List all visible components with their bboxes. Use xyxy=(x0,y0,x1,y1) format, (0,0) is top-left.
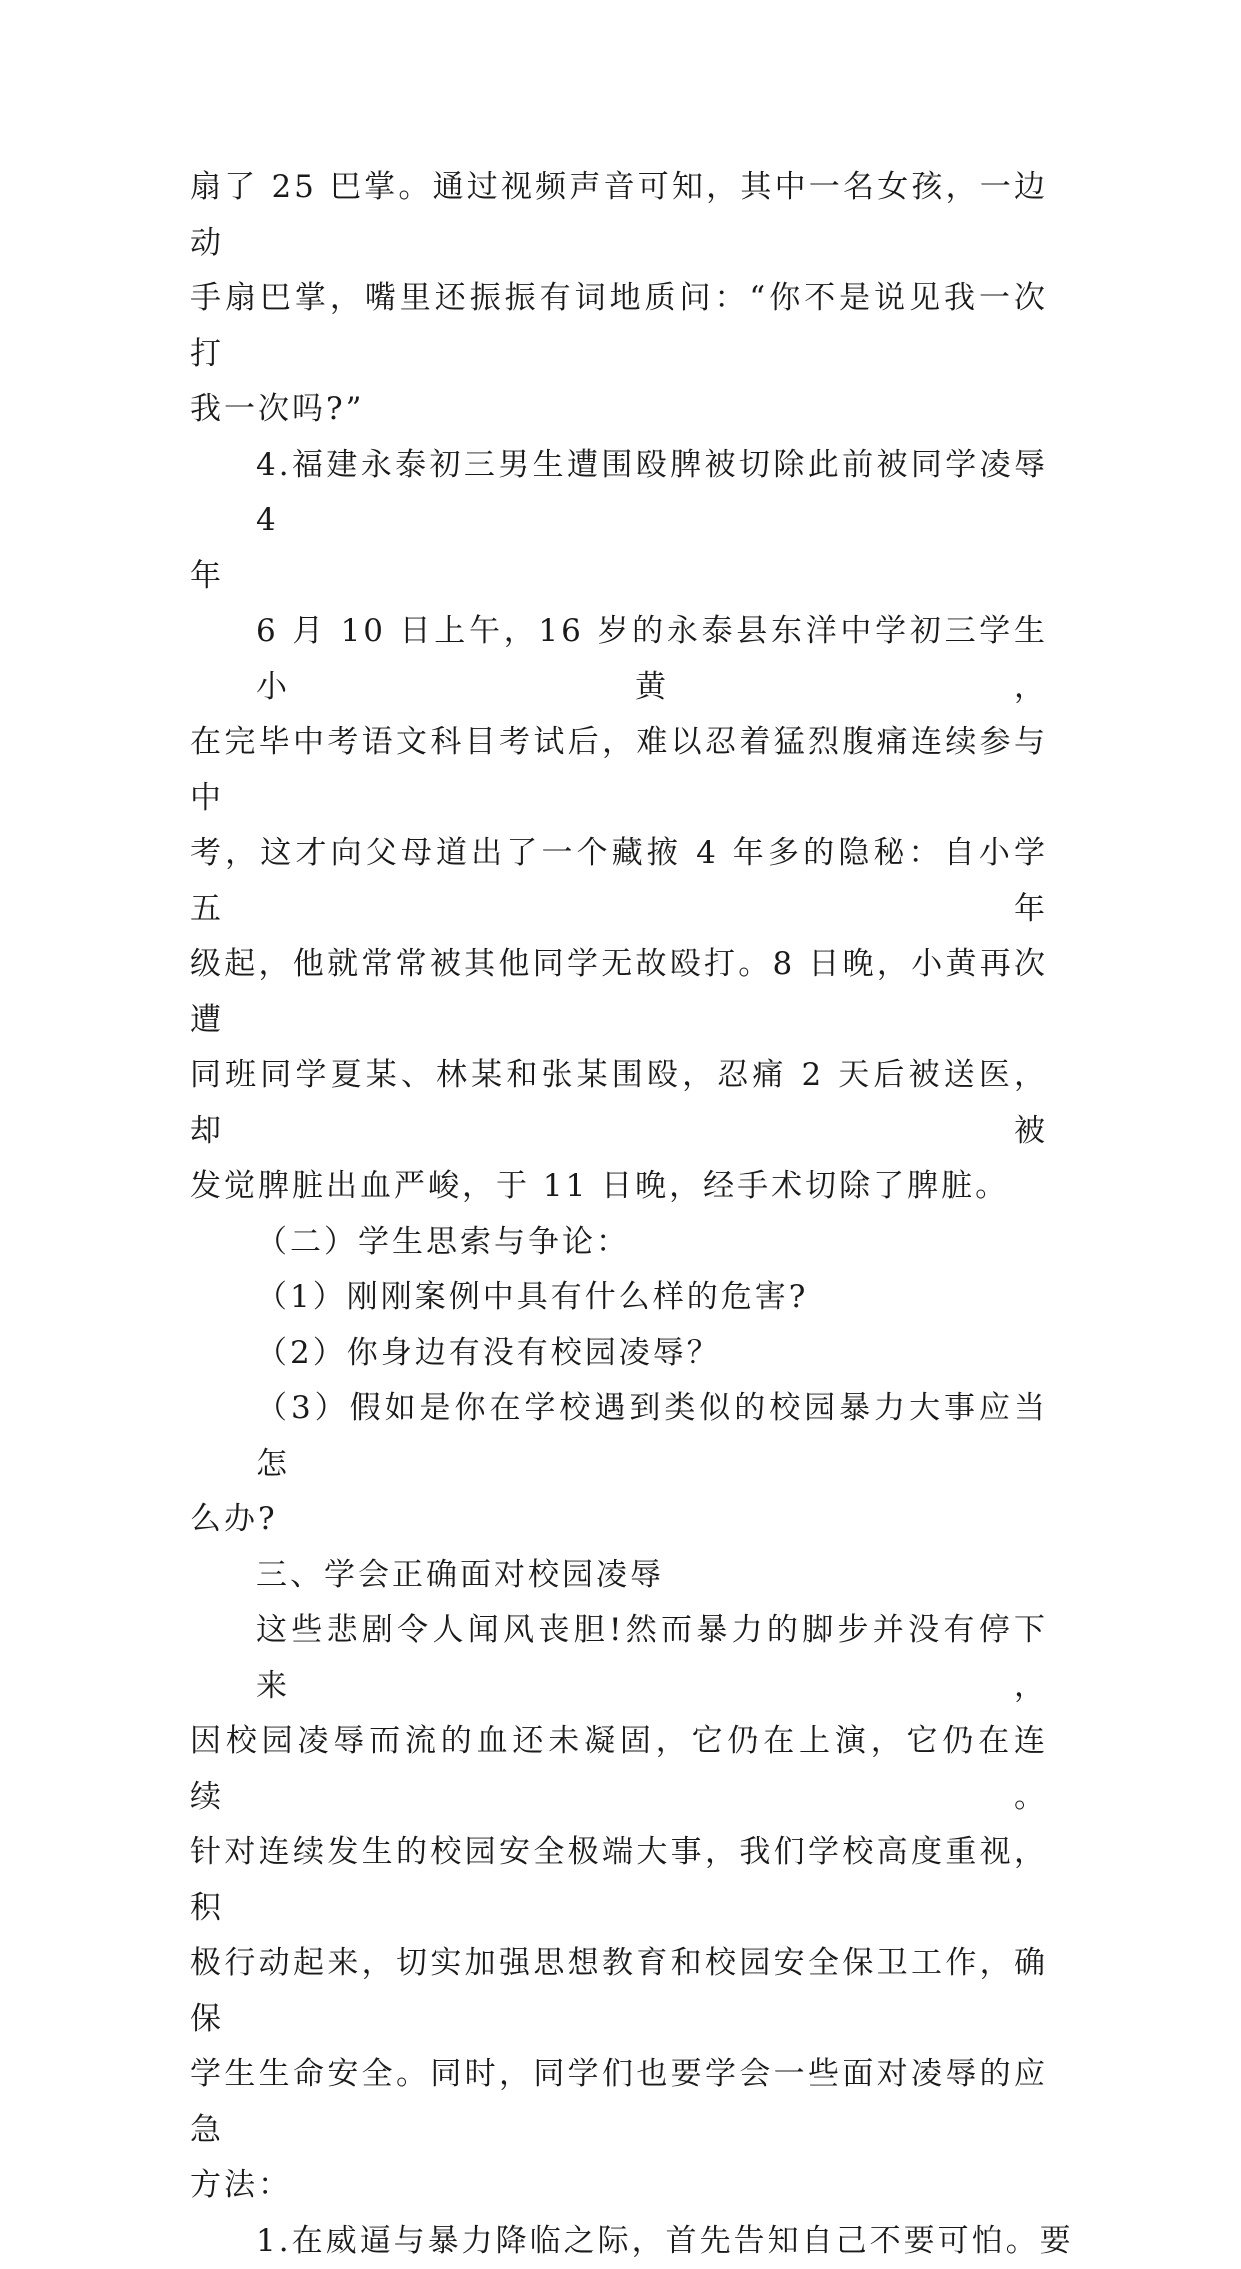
text-line: 手扇巴掌，嘴里还振振有词地质问：“你不是说见我一次打 xyxy=(190,271,1048,382)
paragraph-p8 xyxy=(190,1548,1048,1604)
paragraph-p3 xyxy=(190,604,1048,1215)
paragraph-p5 xyxy=(190,1270,1048,1326)
document-body xyxy=(190,160,1048,2269)
text-line: 极行动起来，切实加强思想教育和校园安全保卫工作，确保 xyxy=(190,1936,1048,2047)
text-line: 6 月 10 日上午，16 岁的永泰县东洋中学初三学生小黄， xyxy=(190,604,1048,715)
paragraph-p6 xyxy=(190,1326,1048,1382)
text-line: 考，这才向父母道出了一个藏掖 4 年多的隐秘：自小学五年 xyxy=(190,826,1048,937)
text-line: 方法： xyxy=(190,2158,1048,2214)
text-line: （2）你身边有没有校园凌辱？ xyxy=(190,1326,1048,1382)
paragraph-p1 xyxy=(190,160,1048,438)
text-line: 4.福建永泰初三男生遭围殴脾被切除此前被同学凌辱 4 xyxy=(190,438,1048,549)
text-line: 扇了 25 巴掌。通过视频声音可知，其中一名女孩，一边动 xyxy=(190,160,1048,271)
text-line: 年 xyxy=(190,549,1048,605)
text-line: 学生生命安全。同时，同学们也要学会一些面对凌辱的应急 xyxy=(190,2047,1048,2158)
text-line: 三、学会正确面对校园凌辱 xyxy=(190,1548,1048,1604)
text-line: 在完毕中考语文科目考试后，难以忍着猛烈腹痛连续参与中 xyxy=(190,715,1048,826)
text-line: 我一次吗?” xyxy=(190,382,1048,438)
paragraph-p9 xyxy=(190,1603,1048,2214)
text-line: 发觉脾脏出血严峻，于 11 日晚，经手术切除了脾脏。 xyxy=(190,1159,1048,1215)
text-line: 因校园凌辱而流的血还未凝固，它仍在上演，它仍在连续。 xyxy=(190,1714,1048,1825)
paragraph-p7 xyxy=(190,1381,1048,1548)
text-line: 1.在威逼与暴力降临之际，首先告知自己不要可怕。要 xyxy=(190,2214,1048,2269)
text-line: （3）假如是你在学校遇到类似的校园暴力大事应当怎 xyxy=(190,1381,1048,1492)
paragraph-p2 xyxy=(190,438,1048,605)
text-line: 这些悲剧令人闻风丧胆!然而暴力的脚步并没有停下来， xyxy=(190,1603,1048,1714)
text-line: 同班同学夏某、林某和张某围殴，忍痛 2 天后被送医，却被 xyxy=(190,1048,1048,1159)
paragraph-p4 xyxy=(190,1215,1048,1271)
text-line: （二）学生思索与争论： xyxy=(190,1215,1048,1271)
text-line: （1）刚刚案例中具有什么样的危害? xyxy=(190,1270,1048,1326)
text-line: 针对连续发生的校园安全极端大事，我们学校高度重视，积 xyxy=(190,1825,1048,1936)
text-line: 么办? xyxy=(190,1492,1048,1548)
text-line: 级起，他就常常被其他同学无故殴打。8 日晚，小黄再次遭 xyxy=(190,937,1048,1048)
paragraph-p10 xyxy=(190,2214,1048,2269)
